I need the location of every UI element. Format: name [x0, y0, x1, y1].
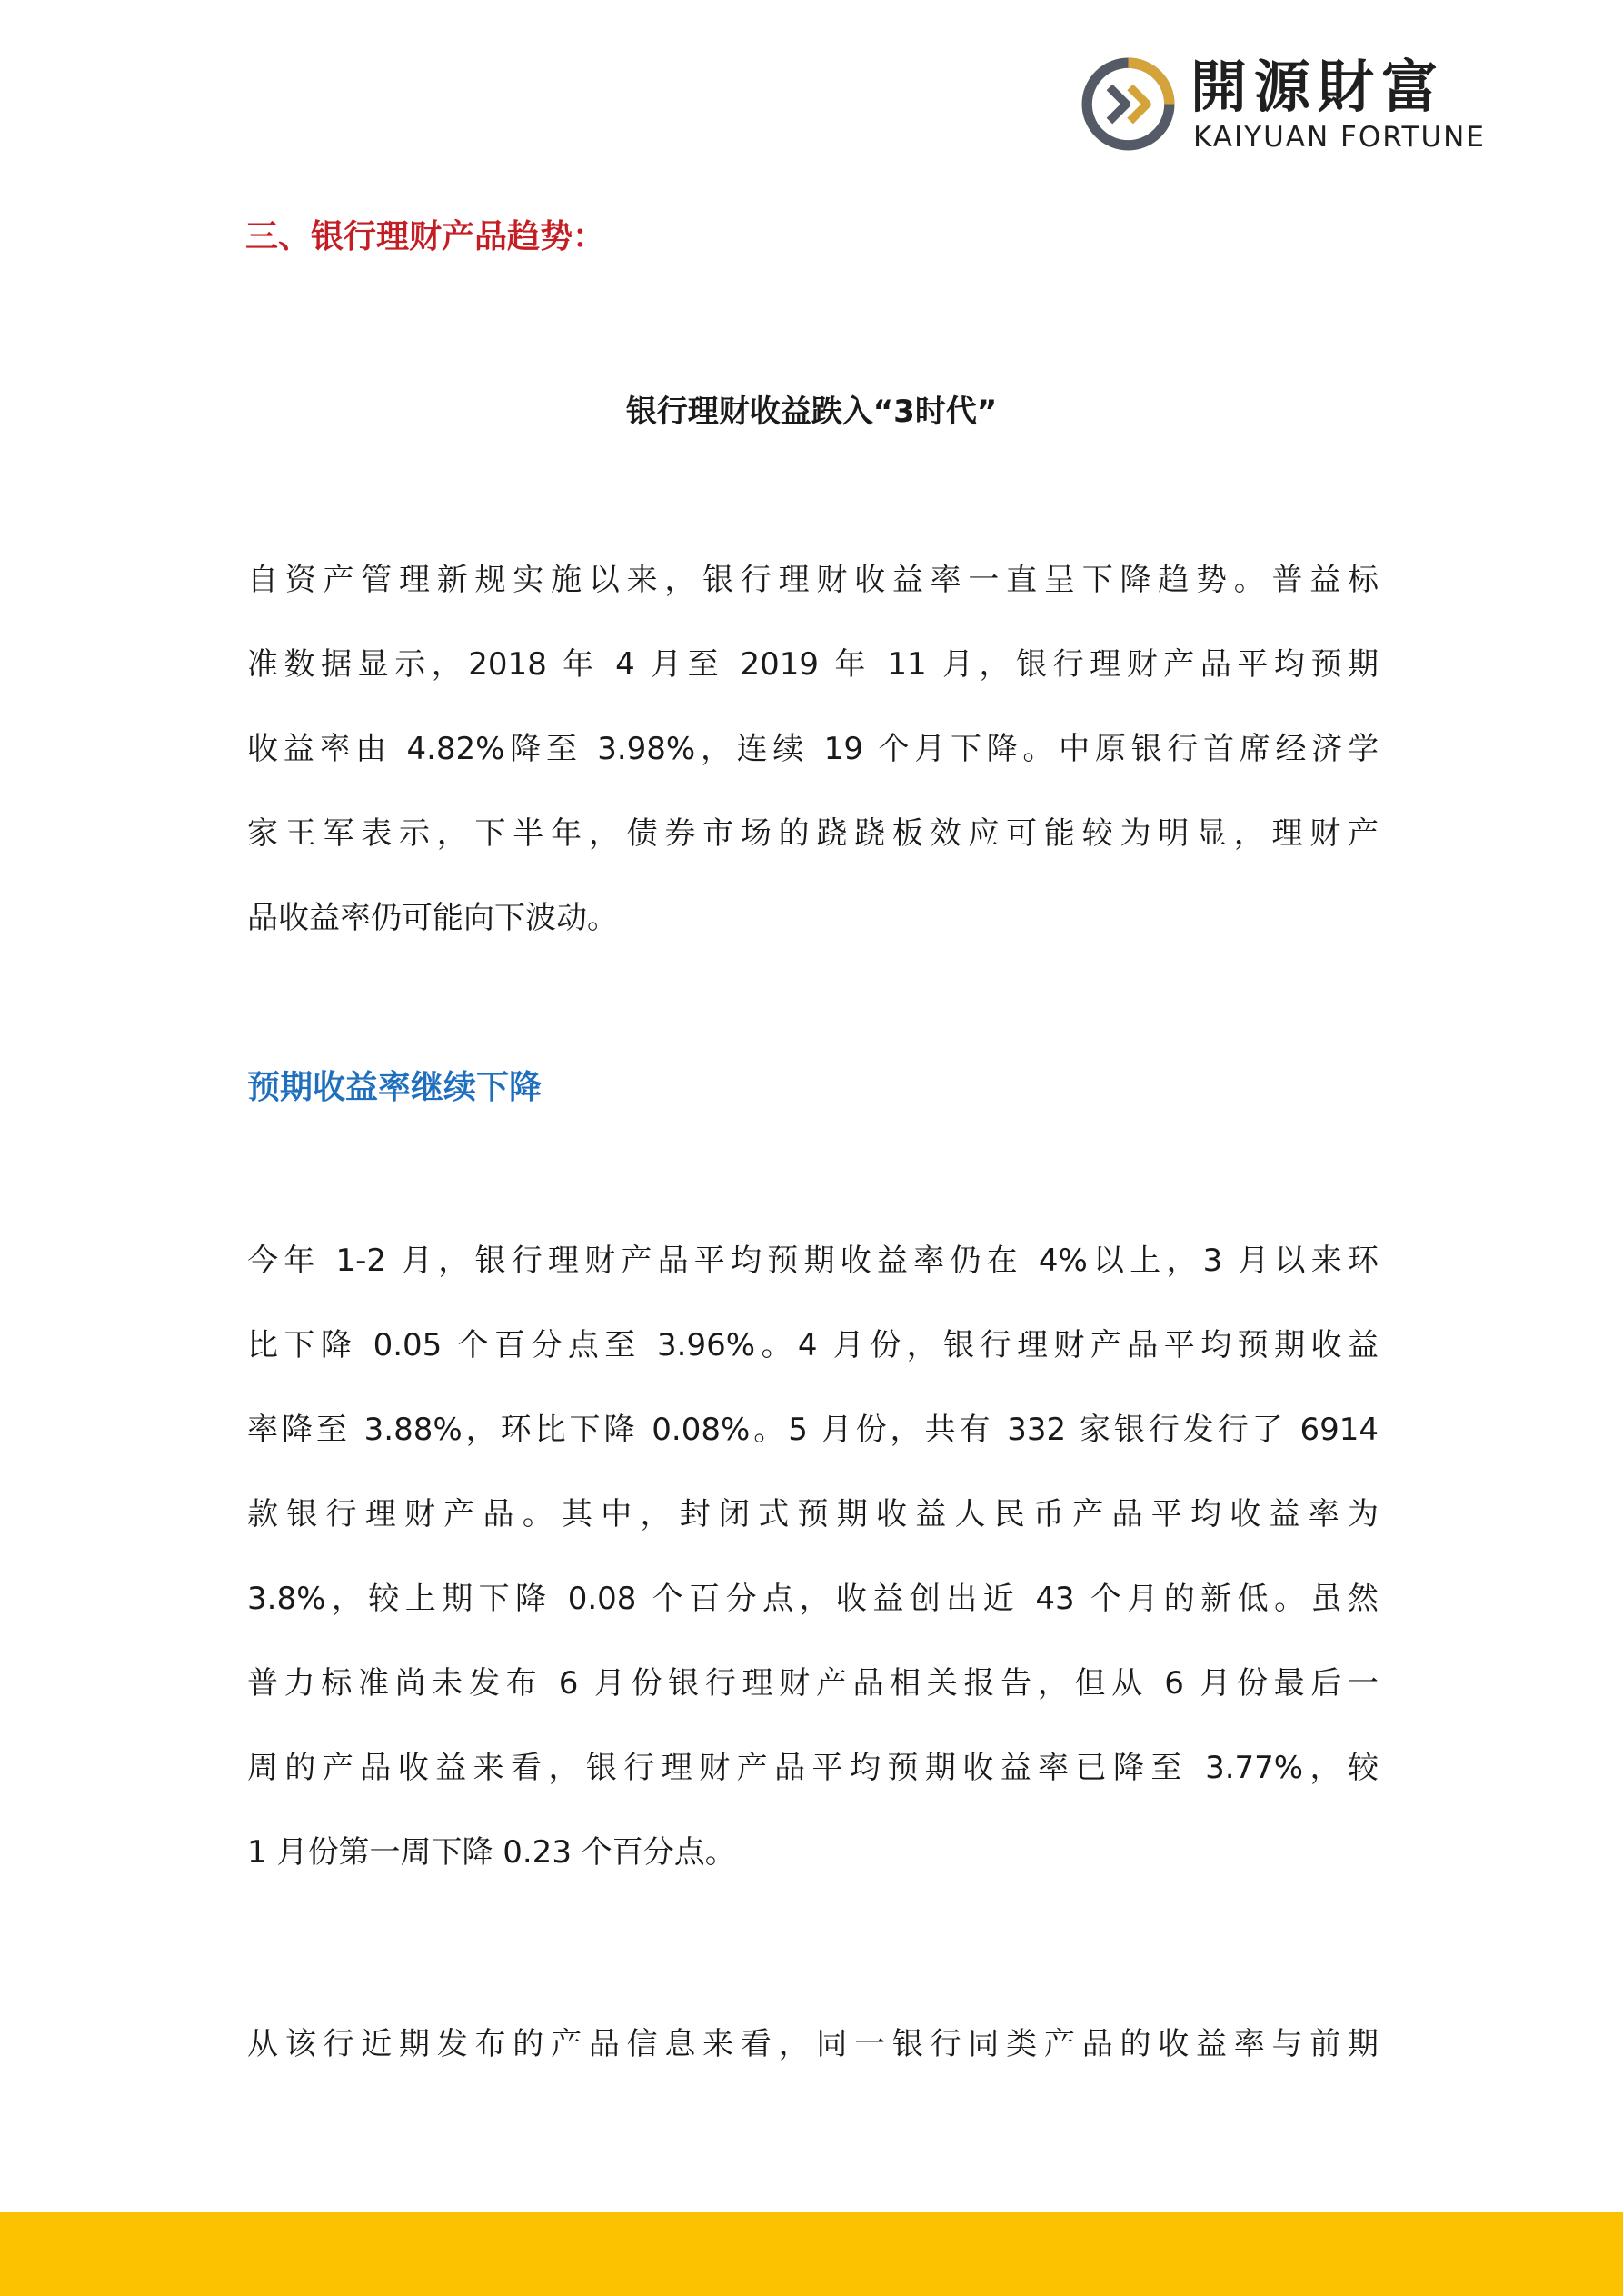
paragraph-line: 准数据显示，2018 年 4 月至 2019 年 11 月，银行理财产品平均预期 [247, 646, 1379, 683]
paragraph-1 [247, 538, 1379, 961]
paragraph-line: 周的产品收益来看，银行理财产品平均预期收益率已降至 3.77%，较 [247, 1750, 1379, 1786]
kaiyuan-logo-icon [1081, 57, 1175, 151]
paragraph-line: 从该行近期发布的产品信息来看，同一银行同类产品的收益率与前期 [247, 2026, 1379, 2062]
paragraph-3 [247, 2002, 1379, 2087]
article-title: 银行理财收益跌入“3时代” [625, 394, 998, 430]
paragraph-line: 3.8%，较上期下降 0.08 个百分点，收益创出近 43 个月的新低。虽然 [247, 1581, 1379, 1617]
logo-chinese-name: 開源財富 [1190, 54, 1446, 120]
company-logo [1081, 55, 1508, 162]
footer-bar [0, 2212, 1623, 2296]
paragraph-line: 率降至 3.88%，环比下降 0.08%。5 月份，共有 332 家银行发行了 6914 [247, 1412, 1379, 1448]
paragraph-2 [247, 1219, 1379, 1895]
paragraph-line: 比下降 0.05 个百分点至 3.96%。4 月份，银行理财产品平均预期收益 [247, 1327, 1379, 1363]
section-heading: 三、银行理财产品趋势： [245, 218, 606, 255]
paragraph-line: 品收益率仍可能向下波动。 [247, 900, 618, 936]
paragraph-line: 1 月份第一周下降 0.23 个百分点。 [247, 1834, 736, 1871]
paragraph-line: 自资产管理新规实施以来，银行理财收益率一直呈下降趋势。普益标 [247, 562, 1379, 598]
paragraph-line: 普力标准尚未发布 6 月份银行理财产品相关报告，但从 6 月份最后一 [247, 1665, 1379, 1702]
paragraph-line: 收益率由 4.82%降至 3.98%，连续 19 个月下降。中原银行首席经济学 [247, 731, 1379, 767]
logo-english-name: KAIYUAN FORTUNE [1193, 121, 1486, 154]
paragraph-line: 家王军表示，下半年，债券市场的跷跷板效应可能较为明显，理财产 [247, 815, 1379, 852]
paragraph-line: 今年 1-2 月，银行理财产品平均预期收益率仍在 4%以上，3 月以来环 [247, 1243, 1379, 1279]
paragraph-line: 款银行理财产品。其中，封闭式预期收益人民币产品平均收益率为 [247, 1496, 1379, 1532]
subheading: 预期收益率继续下降 [247, 1069, 543, 1106]
